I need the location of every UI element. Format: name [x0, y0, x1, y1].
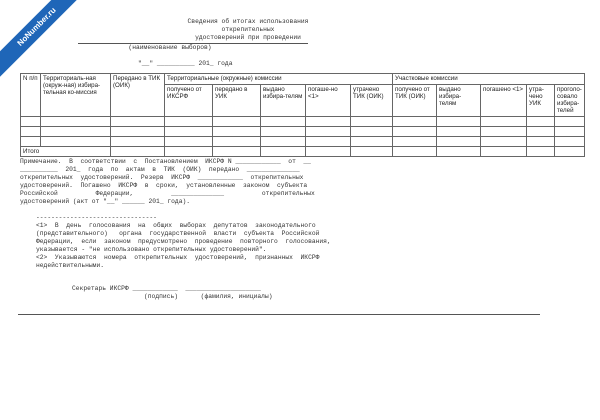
watermark-banner: NoNumber.ru [0, 0, 89, 79]
table-row [21, 137, 585, 147]
note-line-1: Примечание. В соответствии с Постановлением ИКСРФ N ____________ от __ [20, 158, 311, 165]
header-uik-cancelled: погашено <1> [481, 85, 527, 117]
table-row-total [21, 147, 585, 157]
results-table [20, 73, 585, 157]
note-line-3: открепительных удостоверений. Резерв ИКСРФ ____________ открепительных [20, 174, 304, 181]
note-line-5: Российской Федерации, ______________ открепительных [20, 190, 315, 197]
total-label: Итого [21, 147, 111, 157]
note-line-6: удостоверений (акт от "__" ______ 201_ года). [20, 198, 191, 205]
title-line-2: удостоверений при проведении [195, 34, 301, 41]
signature-captions: (подпись) (фамилия, инициалы) [144, 293, 273, 300]
header-tik-received: получено от ИКСРФ [165, 85, 213, 117]
header-uik-lost: утра-чено УИК [527, 85, 555, 117]
footnote-2-line-2: недействительными. [36, 262, 105, 269]
footnote-2-line-1: <2> Указываются номера открепительных удостоверений, признанных ИКСРФ [36, 254, 320, 261]
header-transferred-to-tik: Передано в ТИК (ОИК) [111, 74, 165, 117]
election-name-caption: (наименование выборов) [128, 44, 212, 51]
footnote-1-line-2: (представительного) органа государственной власти субъекта Российской [36, 230, 320, 237]
footnote-1-line-1: <1> В день голосования на общих выборах депутатов законодательного [36, 222, 316, 229]
header-uik-issued: выдано избира-телям [437, 85, 481, 117]
signature-block [72, 285, 332, 301]
header-tik-cancelled: погаше-но <1> [306, 85, 351, 117]
document-title [168, 18, 328, 42]
footnotes [36, 214, 396, 270]
header-tik-issued: выдано избира-телям [261, 85, 306, 117]
footnote-1-line-4: указывается - "не использовано открепительных удостоверений". [36, 246, 267, 253]
title-line-1: Сведения об итогах использования открепительных [187, 18, 309, 33]
date-line: "__" __________ 201_ года [138, 60, 233, 67]
note-paragraph [20, 158, 380, 206]
note-line-4: удостоверений. Погашено ИКСРФ в сроки, установленные законом субъекта [20, 182, 308, 189]
signature-line: Секретарь ИКСРФ ____________ ____________________ [72, 285, 261, 292]
footnote-1-line-3: Федерации, если законом предусмотрено проведение повторного голосования, [36, 238, 331, 245]
header-tik-transferred-uik: передано в УИК [213, 85, 261, 117]
header-uik-received: получено от ТИК (ОИК) [393, 85, 437, 117]
note-line-2: __________ 201_ года по актам в ТИК (ОИК) передано ______________ [20, 166, 300, 173]
header-number: N п/п [21, 74, 41, 117]
table-row [21, 117, 585, 127]
header-group-precinct: Участковые комиссии [393, 74, 585, 85]
header-group-territorial: Территориальные (окружные) комиссии [165, 74, 393, 85]
header-territorial-commission: Территориаль-ная (окруж-ная) избира-тельная ко-миссия [41, 74, 111, 117]
footnote-separator: -------------------------------- [36, 214, 157, 221]
header-uik-voted: проголо-совало избира-телей [555, 85, 585, 117]
header-tik-lost: утрачено ТИК (ОИК) [351, 85, 393, 117]
table-row [21, 127, 585, 137]
page-bottom-rule [18, 314, 540, 315]
